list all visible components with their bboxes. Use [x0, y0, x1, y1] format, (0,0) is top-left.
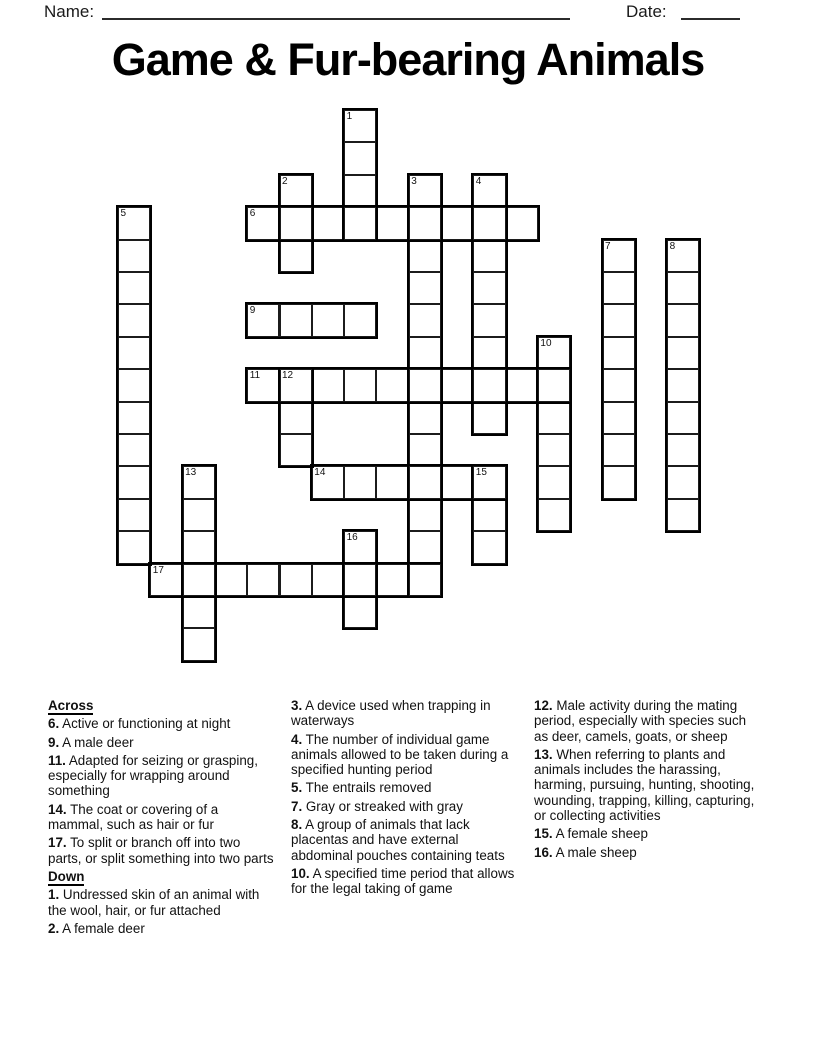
clue-number: 15. — [534, 826, 553, 842]
grid-cell[interactable] — [117, 239, 151, 273]
down-clue-list-1 — [48, 887, 276, 936]
grid-cell[interactable] — [408, 336, 442, 370]
clue-number: 10. — [291, 865, 310, 881]
clue-item — [48, 921, 276, 936]
puzzle-title: Game & Fur-bearing Animals — [111, 34, 705, 85]
grid-cell[interactable] — [602, 336, 636, 370]
grid-cell[interactable] — [343, 595, 377, 629]
clue-number: 8. — [291, 817, 303, 833]
grid-cell[interactable] — [666, 336, 700, 370]
cell-number: 11 — [249, 370, 261, 382]
grid-cell[interactable] — [182, 530, 216, 564]
grid-cell[interactable] — [343, 465, 377, 499]
clue-item — [291, 698, 519, 729]
down-clue-list-3 — [534, 698, 762, 860]
grid-cell[interactable] — [408, 563, 442, 597]
grid-cell[interactable] — [472, 271, 506, 305]
grid-cell[interactable] — [602, 303, 636, 337]
grid-cell[interactable] — [472, 336, 506, 370]
clue-number: 5. — [291, 780, 303, 796]
clues-column-2 — [291, 698, 519, 939]
grid-cell[interactable] — [537, 498, 571, 532]
grid-cell[interactable] — [343, 563, 377, 597]
grid-cell[interactable] — [343, 368, 377, 402]
grid-cell[interactable] — [408, 401, 442, 435]
cell-number: 9 — [249, 305, 256, 317]
clue-item — [534, 845, 762, 860]
clue-number: 3. — [291, 698, 303, 713]
cell-number: 8 — [669, 240, 676, 252]
grid-cell[interactable] — [666, 465, 700, 499]
clue-number: 7. — [291, 798, 303, 814]
cell-number: 16 — [346, 532, 358, 544]
across-clue-list — [48, 716, 276, 866]
cell-number: 7 — [605, 240, 611, 252]
cell-number: 15 — [475, 467, 487, 479]
clue-text: The entrails removed — [302, 780, 432, 796]
grid-cell[interactable] — [182, 595, 216, 629]
grid-cell[interactable] — [279, 401, 313, 435]
clue-text: The number of individual game animals allowed to be taken during a specified hunting period — [291, 731, 509, 778]
grid-cell[interactable] — [537, 401, 571, 435]
grid-cell[interactable] — [408, 239, 442, 273]
clue-text: The coat or covering of a mammal, such as hair or fur — [48, 801, 219, 833]
grid-cell[interactable] — [279, 239, 313, 273]
clue-text: A female sheep — [552, 826, 648, 842]
grid-cell[interactable] — [602, 368, 636, 402]
grid-cell[interactable] — [602, 401, 636, 435]
grid-cell[interactable] — [666, 368, 700, 402]
grid-cell[interactable] — [602, 465, 636, 499]
grid-cell[interactable] — [246, 563, 280, 597]
clue-text: Undressed skin of an animal with the wool, hair, or fur attached — [48, 887, 260, 918]
clue-item — [48, 802, 276, 833]
clue-text: A male sheep — [552, 844, 637, 860]
grid-cell[interactable] — [408, 433, 442, 467]
grid-cell[interactable] — [117, 368, 151, 402]
clue-text: Gray or streaked with gray — [302, 798, 463, 814]
grid-cell[interactable] — [472, 368, 506, 402]
cell-number: 3 — [411, 175, 417, 187]
grid-cell[interactable] — [408, 206, 442, 240]
grid-cell[interactable] — [117, 498, 151, 532]
clue-item — [534, 698, 762, 744]
grid-cell[interactable] — [214, 563, 248, 597]
clue-text: A group of animals that lack placentas and have external abdominal pouches containing teats — [291, 817, 505, 863]
grid-cell[interactable] — [279, 206, 313, 240]
clue-item — [291, 780, 519, 795]
grid-cell[interactable] — [666, 498, 700, 532]
clue-text: Adapted for seizing or grasping, especially for wrapping around something — [48, 752, 258, 799]
grid-cell[interactable] — [182, 498, 216, 532]
clue-item — [291, 732, 519, 778]
grid-cell[interactable] — [505, 368, 539, 402]
clue-number: 16. — [534, 844, 553, 860]
grid-cell[interactable] — [472, 239, 506, 273]
cell-number: 4 — [475, 175, 482, 187]
cell-number: 10 — [540, 337, 552, 349]
clue-text: Active or functioning at night — [59, 716, 231, 732]
clue-item — [534, 826, 762, 841]
grid-cell[interactable] — [472, 498, 506, 532]
grid-cell[interactable] — [117, 465, 151, 499]
grid-cell[interactable] — [472, 206, 506, 240]
across-heading — [48, 698, 276, 713]
grid-cell[interactable] — [279, 303, 313, 337]
name-label: Name: — [44, 2, 95, 21]
grid-cell[interactable] — [408, 498, 442, 532]
clues-column-3 — [534, 698, 762, 939]
grid-cell[interactable] — [117, 303, 151, 337]
grid-cell[interactable] — [375, 368, 409, 402]
cell-number: 14 — [314, 467, 326, 479]
grid-cell[interactable] — [311, 563, 345, 597]
clue-number: 17. — [48, 835, 67, 851]
clue-item — [48, 835, 276, 866]
clue-text: Male activity during the mating period, especially with species such as deer, camels, goats, or sheep — [534, 698, 747, 744]
grid-cell[interactable] — [117, 271, 151, 305]
grid-cell[interactable] — [537, 368, 571, 402]
date-label: Date: — [626, 2, 667, 21]
grid-cell[interactable] — [666, 433, 700, 467]
cell-number: 5 — [120, 208, 127, 220]
grid-cell[interactable] — [472, 401, 506, 435]
grid-cell[interactable] — [472, 530, 506, 564]
clue-text: A specified time period that allows for the legal taking of game — [291, 865, 515, 897]
grid-cell[interactable] — [311, 206, 345, 240]
cell-number: 1 — [346, 111, 353, 122]
grid-cell[interactable] — [117, 530, 151, 564]
grid-cell[interactable] — [505, 206, 539, 240]
grid-cell[interactable] — [375, 206, 409, 240]
cell-number: 2 — [282, 175, 288, 187]
grid-cell[interactable] — [537, 433, 571, 467]
grid-cell[interactable] — [408, 530, 442, 564]
clue-number: 13. — [534, 746, 553, 762]
across-heading-text: Across — [48, 698, 94, 713]
clue-text: A device used when trapping in waterways — [291, 698, 491, 729]
grid-cell[interactable] — [311, 368, 345, 402]
clue-text: A male deer — [59, 734, 134, 750]
grid-cell[interactable] — [343, 141, 377, 175]
clue-item — [48, 716, 276, 731]
clue-item — [48, 735, 276, 750]
down-clue-list-2 — [291, 698, 519, 897]
clue-number: 1. — [48, 887, 60, 903]
grid-cell[interactable] — [375, 465, 409, 499]
clue-item — [291, 817, 519, 863]
clue-item — [291, 799, 519, 814]
down-heading — [48, 869, 276, 884]
clue-text: A female deer — [59, 920, 145, 936]
grid-cell[interactable] — [117, 433, 151, 467]
grid-cell[interactable] — [666, 303, 700, 337]
clues-section — [48, 698, 768, 939]
grid-cell[interactable] — [408, 368, 442, 402]
grid-cell[interactable] — [311, 303, 345, 337]
grid-cell[interactable] — [279, 433, 313, 467]
grid-cell[interactable] — [279, 563, 313, 597]
grid-cell[interactable] — [602, 433, 636, 467]
grid-cell[interactable] — [408, 271, 442, 305]
grid-cell[interactable] — [408, 303, 442, 337]
clue-number: 4. — [291, 731, 303, 747]
cell-number: 6 — [249, 208, 256, 220]
clue-number: 9. — [48, 734, 60, 750]
grid-cell[interactable] — [182, 627, 216, 661]
grid-cell[interactable] — [440, 206, 474, 240]
grid-cell[interactable] — [182, 563, 216, 597]
grid-cell[interactable] — [537, 465, 571, 499]
grid-cell[interactable] — [117, 336, 151, 370]
grid-cell[interactable] — [343, 303, 377, 337]
grid-cell[interactable] — [117, 401, 151, 435]
cell-number: 13 — [185, 467, 197, 479]
clue-text: When referring to plants and animals includes the harassing, harming, pursuing, hunting, shooting, wounding, trapping, killing, capturing, or collecting activities — [534, 746, 755, 824]
clue-item — [534, 747, 762, 823]
grid-cell[interactable] — [440, 368, 474, 402]
clue-item — [48, 753, 276, 799]
clue-item — [291, 866, 519, 897]
clue-number: 14. — [48, 801, 67, 817]
grid-cell[interactable] — [343, 174, 377, 208]
grid-cell[interactable] — [602, 271, 636, 305]
down-heading-text: Down — [48, 868, 85, 884]
clue-number: 2. — [48, 920, 60, 936]
cell-number: 17 — [152, 564, 164, 576]
grid-cell[interactable] — [666, 401, 700, 435]
grid-cell[interactable] — [343, 206, 377, 240]
cell-number: 12 — [282, 370, 294, 382]
clue-text: To split or branch off into two parts, or split something into two parts — [48, 835, 274, 866]
clue-number: 11. — [48, 752, 66, 768]
clue-item — [48, 887, 276, 918]
clue-number: 6. — [48, 716, 60, 732]
grid-cell[interactable] — [472, 303, 506, 337]
grid-cell[interactable] — [375, 563, 409, 597]
grid-cell[interactable] — [408, 465, 442, 499]
grid-cell[interactable] — [666, 271, 700, 305]
clues-column-1 — [48, 698, 276, 939]
grid-cell[interactable] — [440, 465, 474, 499]
clue-number: 12. — [534, 698, 553, 713]
